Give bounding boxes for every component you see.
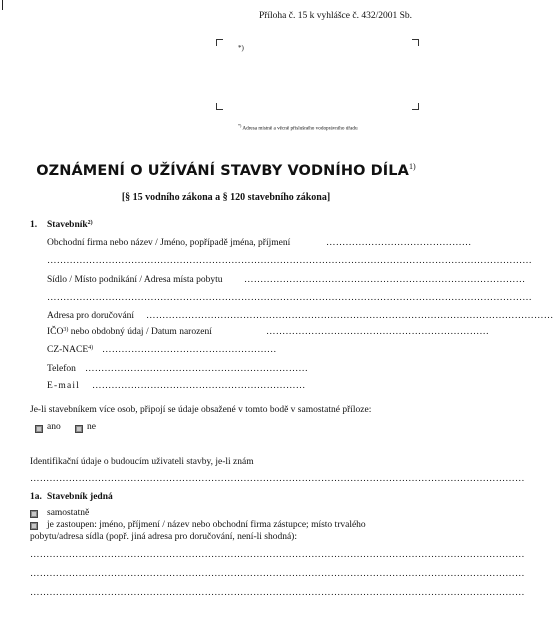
future-user-label: Identifikační údaje o budoucím uživateli stavby, je-li znám [30, 457, 254, 467]
seat-field[interactable]: …………………………………………………………………………… [244, 275, 526, 285]
option-represented-checkbox[interactable] [30, 522, 38, 530]
address-footnote-text: Adresa místně a věcně příslušného vodoprávního úřadu [241, 125, 358, 132]
section-1-number: 1. [30, 220, 38, 230]
business-name-label: Obchodní firma nebo název / Jméno, popřípadě jména, příjmení [47, 238, 291, 248]
title-footnote-ref: 1) [408, 162, 416, 171]
address-box-corner-top-right [412, 39, 419, 46]
section-1-heading [47, 220, 93, 230]
document-subtitle: [§ 15 vodního zákona a § 120 stavebního zákona] [121, 192, 331, 203]
ico-ref: 3) [63, 327, 69, 333]
option-no-label: ne [87, 422, 96, 432]
delivery-address-label: Adresa pro doručování [47, 311, 135, 321]
address-footnote-mark: *) [238, 123, 242, 128]
ico-label-a: IČO [47, 327, 64, 337]
nace-label [47, 345, 93, 355]
representative-field-line3[interactable]: ……………………………………………………………………………………………………………………………………… [30, 588, 525, 598]
section-1-heading-ref: 2) [87, 220, 93, 226]
appendix-note: Příloha č. 15 k vyhlášce č. 432/2001 Sb. [258, 11, 412, 21]
option-self-checkbox[interactable] [30, 510, 38, 518]
option-represented-label-line2: pobytu/adresa sídla (popř. jiná adresa pro doručování, není-li shodná): [30, 532, 297, 542]
business-name-field-line2[interactable]: …………………………………………………………………………………………………………………………………… [47, 256, 532, 266]
option-represented-label-line1: je zastoupen: jméno, příjmení / název nebo obchodní firma zástupce; místo trvalého [47, 520, 366, 530]
ico-field[interactable]: …………………………………………………………… [266, 327, 490, 337]
business-name-field[interactable]: ……………………………………… [326, 238, 472, 248]
address-box-corner-top-left [216, 39, 223, 46]
nace-label-text: CZ-NACE [47, 345, 89, 355]
multi-builder-note: Je-li stavebníkem více osob, připojí se údaje obsažené v tomto bodě v samostatné příloze: [30, 405, 372, 415]
ico-label-b: nebo obdobný údaj / Datum narození [68, 327, 212, 337]
section-1a-heading: Stavebník jedná [47, 492, 113, 502]
document-title-text: OZNÁMENÍ O UŽÍVÁNÍ STAVBY VODNÍHO DÍLA [36, 163, 409, 179]
address-box-corner-bottom-right [412, 103, 419, 110]
seat-label: Sídlo / Místo podnikání / Adresa místa pobytu [47, 275, 223, 285]
ico-label [47, 327, 212, 337]
document-title [0, 162, 452, 179]
email-field[interactable]: ………………………………………………………… [92, 381, 306, 391]
nace-ref: 4) [88, 345, 94, 351]
email-label: E-mail [47, 381, 81, 391]
address-box-corner-bottom-left [216, 103, 223, 110]
phone-label: Telefon [47, 364, 76, 374]
option-yes-checkbox[interactable] [35, 425, 43, 433]
future-user-field[interactable]: ……………………………………………………………………………………………………………………………………… [30, 474, 525, 484]
section-1-heading-text: Stavebník [47, 220, 88, 230]
phone-field[interactable]: …………………………………………………………… [85, 364, 309, 374]
address-footnote [238, 123, 358, 132]
representative-field-line1[interactable]: ……………………………………………………………………………………………………………………………………… [30, 550, 525, 560]
page-edge-mark [2, 0, 3, 10]
option-no-checkbox[interactable] [75, 425, 83, 433]
option-self-label: samostatně [47, 508, 90, 518]
address-marker: *) [238, 44, 244, 52]
option-yes-label: ano [47, 422, 61, 432]
seat-field-line2[interactable]: …………………………………………………………………………………………………………………………………… [47, 293, 532, 303]
representative-field-line2[interactable]: ……………………………………………………………………………………………………………………………………… [30, 569, 525, 579]
nace-field[interactable]: ……………………………………………… [102, 345, 277, 355]
delivery-address-field[interactable]: ……………………………………………………………………………………………………………… [146, 311, 553, 321]
section-1a-number: 1a. [30, 492, 42, 502]
